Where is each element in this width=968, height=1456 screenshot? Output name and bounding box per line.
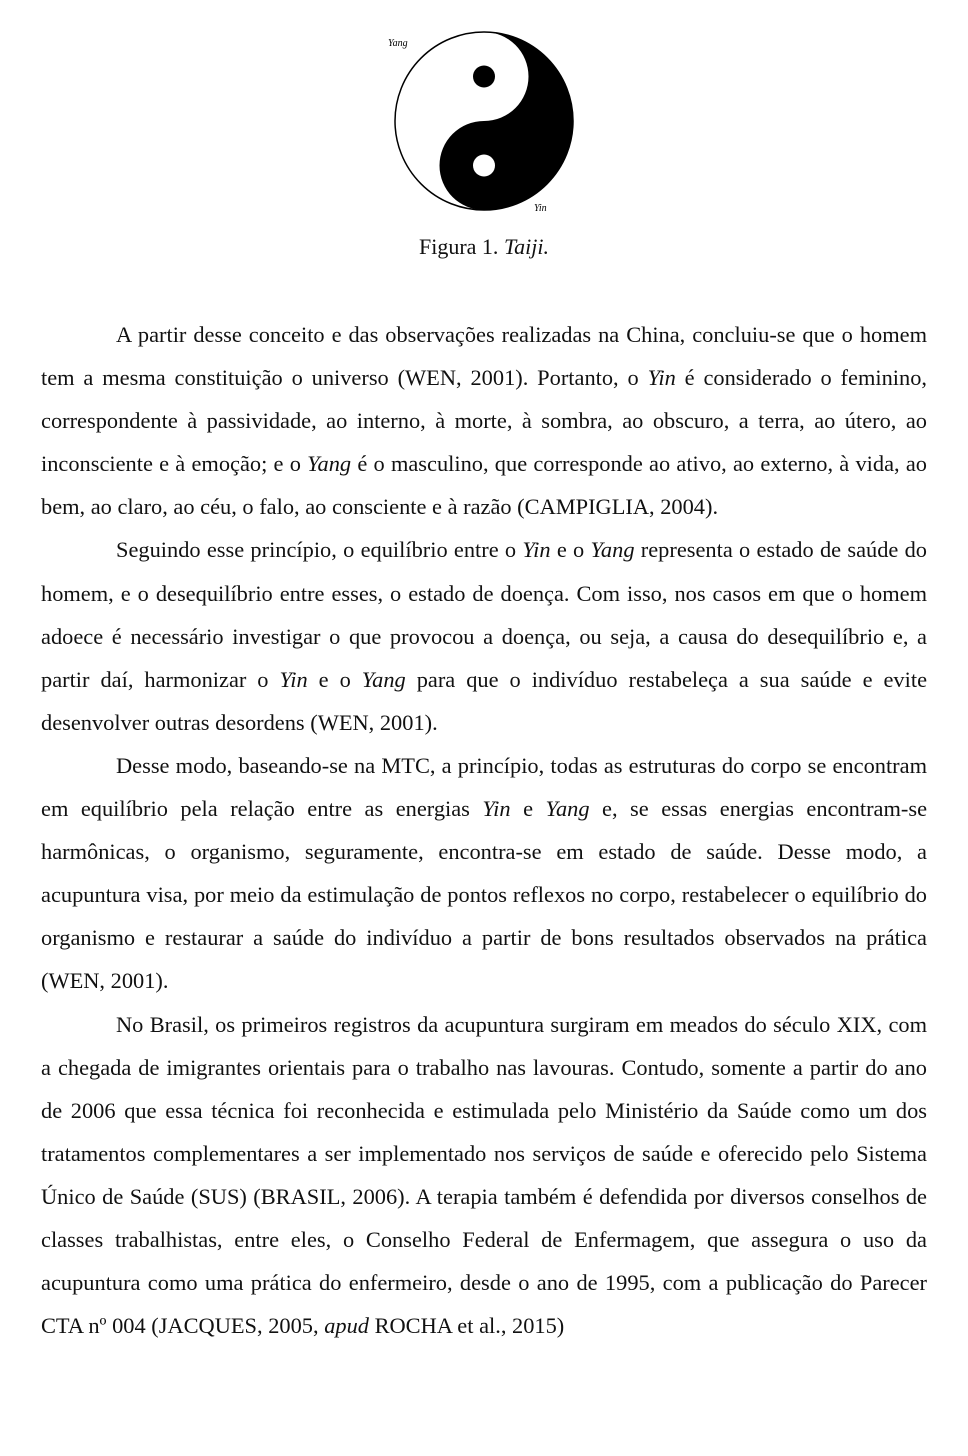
yang-dot [473, 66, 495, 88]
text-segment: é considerado o feminino, correspondente à passividade, ao interno, à morte, à sombra, ao obscuro, a terra, ao útero, ao inconsciente e à emoção; e o [41, 365, 927, 477]
text-segment: e [510, 796, 546, 822]
text-segment: ROCHA et al., 2015) [368, 1313, 565, 1339]
text-segment: A partir desse conceito e das observações realizadas na China, concluiu-se que o homem tem a mesma constituição o universo (WEN, 2001). Portanto, o [41, 322, 927, 391]
body-text [41, 313, 927, 1347]
italic-term: Yang [590, 537, 635, 563]
text-segment: Seguindo esse princípio, o equilíbrio entre o [116, 537, 523, 563]
text-segment: é o masculino, que corresponde ao ativo, ao externo, à vida, ao bem, ao claro, ao céu, o falo, ao consciente e à razão (CAMPIGLIA, 2004). [41, 451, 927, 520]
paragraph [41, 1003, 927, 1348]
italic-term: Yin [522, 537, 551, 563]
figure-caption [0, 234, 968, 260]
text-segment: para que o indivíduo restabeleça a sua saúde e evite desenvolver outras desordens (WEN, 2001). [41, 666, 928, 735]
italic-term: Yin [647, 365, 676, 391]
italic-term: Yang [361, 666, 406, 692]
yin-yang-icon [384, 28, 584, 218]
taiji-figure [0, 28, 968, 218]
text-segment: No Brasil, os primeiros registros da acupuntura surgiram em meados do século XIX, com a chegada de imigrantes orientais para o trabalho nas lavouras. Contudo, somente a partir do ano de 2006 que essa técnica foi reconhecida e estimulada pelo Ministério da Saúde como um dos tratamentos complementares a ser implementado nos serviços de saúde e oferecido pelo Sistema Único de Saúde (SUS) (BRASIL, 2006). A terapia também é defendida por diversos conselhos de classes trabalhistas, entre eles, o Conselho Federal de Enfermagem, que assegura o uso da acupuntura como uma prática do enfermeiro, desde o ano de 1995, com a publicação do Parecer CTA nº 004 (JACQUES, 2005, [41, 1011, 927, 1339]
yin-label: Yin [534, 203, 547, 214]
paragraph [41, 528, 927, 743]
italic-term: Yang [545, 796, 590, 822]
paragraph [41, 744, 927, 1003]
paragraph [41, 313, 927, 528]
italic-term: Yin [279, 666, 308, 692]
text-segment: Desse modo, baseando-se na MTC, a princípio, todas as estruturas do corpo se encontram em equilíbrio pela relação entre as energias [41, 752, 927, 822]
text-segment: representa o estado de saúde do homem, e o desequilíbrio entre esses, o estado de doença. Com isso, nos casos em que o homem adoece é necessário investigar o que provocou a doença, ou seja, a causa do desequilíbrio e, a partir daí, harmonizar o [41, 537, 927, 692]
text-segment: e o [550, 537, 591, 563]
text-segment: e o [307, 666, 362, 692]
italic-term: apud [324, 1313, 369, 1339]
yang-label: Yang [388, 38, 408, 49]
italic-term: Yin [482, 796, 511, 822]
caption-title: Taiji. [503, 234, 549, 259]
italic-term: Yang [307, 451, 352, 477]
caption-prefix: Figura 1. [418, 234, 499, 259]
yin-dot [473, 155, 495, 177]
text-segment: e, se essas energias encontram-se harmônicas, o organismo, seguramente, encontra-se em estado de saúde. Desse modo, a acupuntura visa, por meio da estimulação de pontos reflexos no corpo, restabelecer o equilíbrio do organismo e restaurar a saúde do indivíduo a partir de bons resultados observados na prática (WEN, 2001). [41, 796, 928, 994]
